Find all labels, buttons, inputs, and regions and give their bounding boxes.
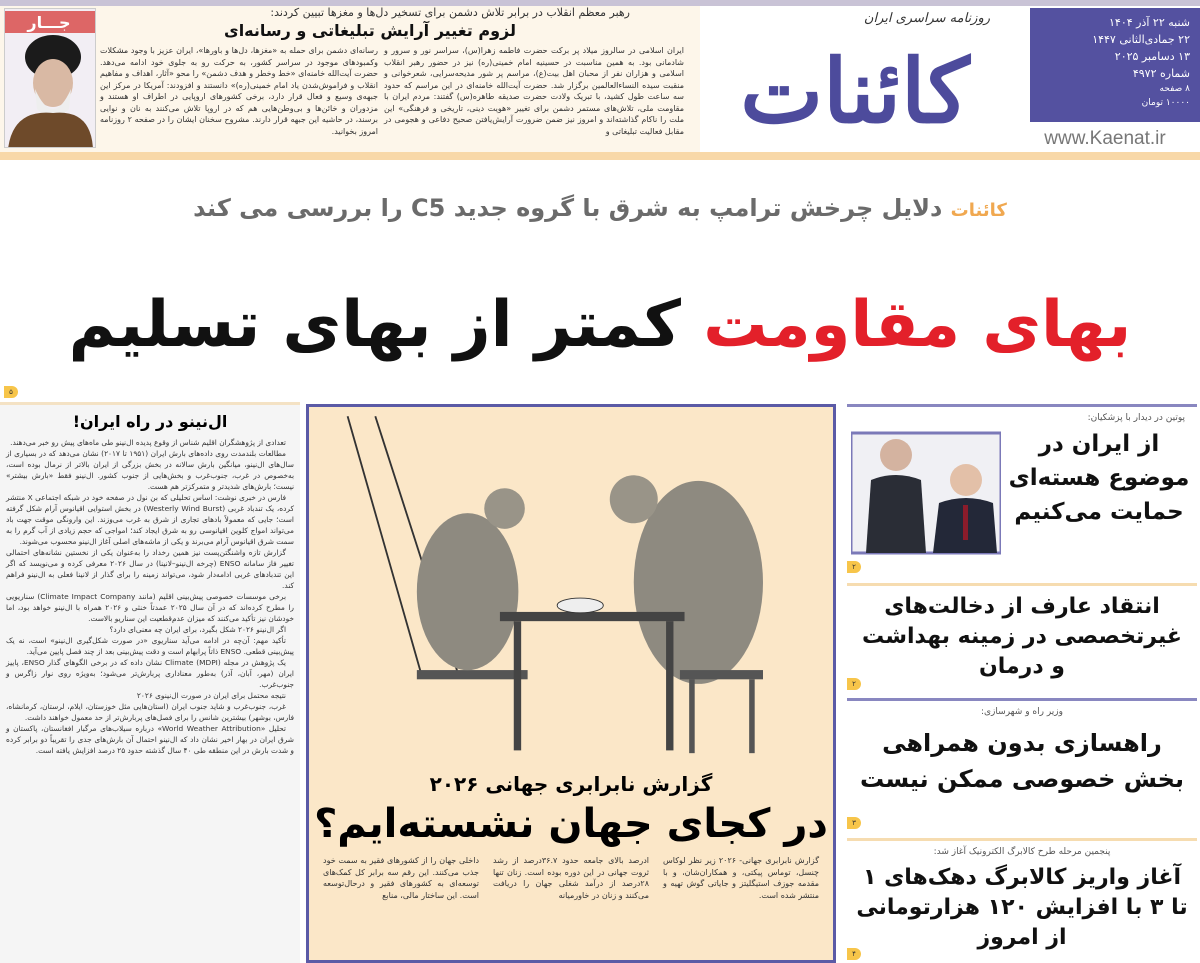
price: ۱۰۰۰۰ تومان [1141,98,1190,108]
masthead-logo: کائنات [740,39,970,143]
brand-mark: کائنات [950,200,1007,221]
center-col2: ادرصد بالای جامعه حدود ۳۶.۷درصد از رشد ثروت جهانی در این دوره بوده است. زنان تنها ۲۸درصد از درآمد شغلی جهان را دریافت می‌کنند و زنان در خاورمیانه [493,856,650,900]
top-story-col1: ایران اسلامی در سالروز میلاد پر برکت حضرت فاطمه زهرا(س)، سراسر نور و سرور و شادمانی بود. به همین مناسبت در حسینیه امام خمینی(ره) نیز در حضور رهبر انقلاب اسلامی و هزاران نفر از محبان اهل بیت(ع)، مراسم پر شور مدیحه‌سرایی، شعرخوانی و منقبت سیده النساءالعالمین برگزار شد. حضرت آیت‌الله خامنه‌ای در این مراسم که حدود سه ساعت طول کشید، با تبریک ولادت حضرت صدیقه طاهره(س) گفتند: مردم ایران با مقاومت ملی، تلاش‌های مستمر دشمن برای تغییر «هویت دینی، تاریخی و فرهنگی» این ملت را ناکام گذاشته‌اند و امروز نیز ضمن ضرورت آرایش‌یافتن صحیح دفاعی و هجومی در مقابل فعالیت تبلیغاتی و [384,46,684,136]
top-story-kicker: رهبر معظم انقلاب در برابر تلاش دشمن برای تسخیر دل‌ها و مغزها تبیین کردند: [270,6,630,19]
page-ref: ۳ [847,817,861,829]
page-ref: ۴ [847,948,861,960]
paragraph: مطالعات بلندمدت روی داده‌های بارش ایران (۱۹۵۱ تا ۲۰۱۷) نشان می‌دهد که در بسیاری از سال‌های ال‌نینو، میانگین بارش سالانه در بخش بزرگی از ایران بالاتر از نرمال بوده است، به‌خصوص در غرب، جنوب‌غرب و بخش‌هایی از جنوب کشور. ال‌نینو فقط «بارش بیشتر» نیست؛ بارش‌های شدیدتر و متمرکزتر هم هست. [6,449,294,491]
page-ref: ۲ [847,678,861,690]
page-ref: ۲ [847,561,861,573]
left-article-title[interactable]: ال‌نینو در راه ایران! [72,412,228,431]
paragraph: اگر ال‌نینو ۲۰۲۶ شکل بگیرد، برای ایران چه معنی‌ای دارد؟ [109,625,286,634]
date-hijri: ۲۲ جمادی‌الثانی ۱۴۴۷ [1092,33,1190,46]
center-col3: داخلی جهان را از کشورهای فقیر به سمت خود جذب می‌کنند. این رقم سه برابر کل کمک‌های توسعه‌ای به کشورهای فقیر و درحال‌توسعه است. این ساختار مالی، منابع [323,856,479,900]
side-label: جـــار [27,13,71,32]
top-story-col2-text: رسانه‌ای دشمن برای حمله به «مغزها، دل‌ها و باورها»، ایران عزیز با وجود مشکلات وکمبودهای موجود در سراسر کشور، به حرکت رو به جلوی خود ادامه می‌دهد. حضرت آیت‌الله خامنه‌ای «خط وخطر و هدف دشمن» را محو «آثار، اهداف و مفاهیم انقلاب و فراموش‌شدن یاد امام خمینی(ره)» دانستند و افزودند: آمریکا در مرکز این جبهه‌ی وسیع و فعال قرار دارد، برخی کشورهای اروپایی در اطراف او هستند و مزدوران و خائن‌ها و بی‌وطن‌هایی هم که در اروپا تلاش می‌کنند به نان و نوایی برسند، در حاشیه این جبهه قرار دارند. [100,46,379,124]
right-story-1[interactable] [847,404,1197,576]
top-story-title[interactable]: لزوم تغییر آرایش تبلیغاتی و رسانه‌ای [224,21,516,40]
leader-photo [4,8,96,148]
paragraph: یک پژوهش در مجله Climate (MDPI) نشان داده که در برخی الگوهای گذار ENSO، پاییز ایران (مهر، آبان، آذر) به‌طور معناداری پربارش‌تر می‌شود؛ به‌ویژه روی نوار زاگرس و جنوب‌غرب. [6,658,294,689]
headline-black: کمتر از بهای تسلیم [68,288,681,362]
center-kicker: گزارش نابرابری جهانی ۲۰۲۶ [429,772,713,796]
story-title: راهسازی بدون همراهی بخش خصوصی ممکن نیست [860,729,1184,793]
paragraph: برخی موسسات خصوصی پیش‌بینی اقلیم (مانند Climate Impact Company) سناریویی را مطرح کرده‌اند که در آن سال ۲۰۲۵ عمدتاً خنثی و ۲۰۲۶ همراه با ال‌نینو خواهد بود، اما خودشان نیز تأکید می‌کنند که میزان عدم‌قطعیت این سناریو بالاست. [6,592,295,623]
issue-number: شماره ۴۹۷۲ [1132,67,1190,80]
right-story-3[interactable] [847,698,1197,832]
story-title: انتقاد عارف از دخالت‌های غیرتخصصی در زمینه بهداشت و درمان [862,594,1182,679]
page-ref: ۵ [4,386,18,398]
story-kicker: پوتین در دیدار با پزشکیان: [1087,413,1185,423]
main-headline[interactable] [0,270,1200,380]
center-feature [306,404,836,963]
paragraph: گزارش تازه واشنگتن‌پست نیز همین رخداد را به‌عنوان یکی از نخستین نشانه‌های احتمالی تغییر فاز سامانه ENSO (چرخه ال‌نینو–لانینا) در سال ۲۰۲۶ معرفی کرده و می‌نویسد که اگر این تندبادهای غربی ادامه‌دار شود، می‌تواند زمینه را برای گذار از لانینا فعلی به ال‌نینو فراهم کند. [6,548,294,590]
subheadline[interactable] [100,190,1100,229]
paragraph: غرب، جنوب‌غرب و شاید جنوب ایران (استان‌هایی مثل خوزستان، ایلام، لرستان، کرمانشاه، فارس، بوشهر) بیشترین شانس را برای فصل‌های پربارش‌تر از حد معمول خواهند داشت. [6,702,294,722]
website-url[interactable]: www.Kaenat.ir [1044,128,1166,149]
left-article-body [6,437,294,756]
center-columns [309,851,833,905]
masthead-tagline: روزنامه سراسری ایران [863,11,990,26]
headline-red: بهای مقاومت [703,288,1132,362]
issue-info-box [1030,8,1200,122]
right-story-4[interactable] [847,838,1197,963]
right-story-2[interactable] [847,583,1197,693]
top-story-col2 [100,45,378,137]
paragraph: تأکید مهم: آن‌چه در ادامه می‌آید سناریوی «در صورت شکل‌گیری ال‌نینو» است، نه یک پیش‌بینی قطعی. ENSO ذاتاً پرابهام است و دقت پیش‌بینی بعد از چند فصل پایین می‌آید. [6,636,294,656]
putin-pezeshkian-photo [851,425,1001,565]
paragraph: فارس در خبری نوشت: اساس تحلیلی که بن نول در صفحه خود در شبکه اجتماعی X منتشر کرده، یک تندباد غربی (Westerly Wind Burst) در بخش استوایی اقیانوس آرام شکل گرفته است؛ جایی که معمولاً بادهای تجاری از شرق به غرب می‌وزند. این وارونگی موقت جهت باد می‌تواند امواج کلوین اقیانوسی رو به شرق ایجاد کند؛ امواجی که حجم زیادی از آب گرم را به سمت شرق اقیانوس آرام می‌برند و یکی از ماشه‌های اصلی آغاز ال‌نینو محسوب می‌شوند. [6,493,294,546]
story-kicker: وزیر راه و شهرسازی: [980,707,1063,717]
center-title[interactable]: در کجای جهان نشسته‌ایم؟ [314,801,828,847]
top-story-more[interactable]: مشروح سخنان ایشان را در صفحه ۲ روزنامه امروز بخوانید. [100,115,378,136]
paragraph: تحلیل «World Weather Attribution» درباره سیلاب‌های مرگبار افغانستان، پاکستان و شرق ایران در بهار اخیر نشان داد که ال‌نینو احتمال آن بارش‌های جدی را تقریباً دو برابر کرده و شدت بارش در این منطقه طی ۴۰ سال گذشته حدود ۲۵ درصد افزایش یافته است. [6,724,294,755]
story-title: از ایران در موضوع هسته‌ای حمایت می‌کنیم [1008,431,1190,525]
paragraph: نتیجه محتمل برای ایران در صورت ال‌نینوی ۲۰۲۶ [136,691,286,700]
story-title: آغاز واریز کالابرگ دهک‌های ۱ تا ۳ با افزایش ۱۲۰ هزارتومانی از امروز [856,865,1188,950]
center-col1: گزارش نابرابری جهانی- ۲۰۲۶ زیر نظر لوکاس چنسل، توماس پیکتی، و همکاران‌شان، و با مقدمه جوزف استیگلیتز و جایاتی گوش تهیه و منتشر شده است. [663,856,819,900]
header-stripe [0,152,1200,160]
cartoon-illustration [309,407,833,767]
page-count: ۸ صفحه [1159,84,1190,94]
date-gregorian: ۱۳ دسامبر ۲۰۲۵ [1114,50,1190,63]
left-article [0,402,300,963]
story-kicker: پنجمین مرحله طرح کالابرگ الکترونیک آغاز شد: [933,847,1111,857]
paragraph: تعدادی از پژوهشگران اقلیم شناس از وقوع پدیده ال‌نینو طی ماه‌های پیش رو خبر می‌دهند. [10,438,286,447]
date-shamsi: شنبه ۲۲ آذر ۱۴۰۴ [1109,16,1190,29]
subheadline-text: دلایل چرخش ترامپ به شرق با گروه جدید C5 را بررسی می کند [193,194,943,222]
